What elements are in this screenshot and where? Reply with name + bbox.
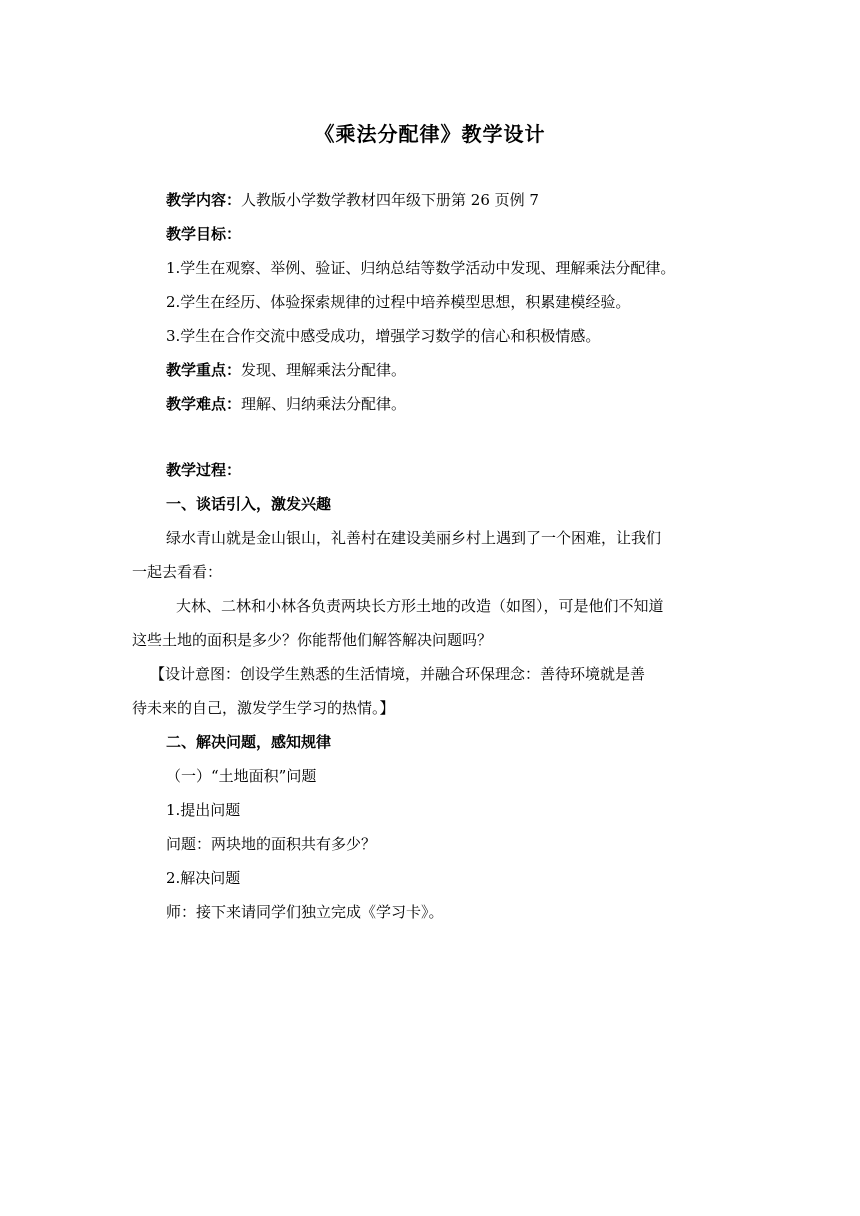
document-title: 《乘法分配律》教学设计 (314, 122, 546, 146)
paragraph-line: 一起去看看： (132, 563, 223, 581)
teaching-content (166, 190, 746, 210)
teaching-content-text: 人教版小学数学教材四年级下册第 26 页例 7 (241, 191, 539, 209)
paragraph-line: 绿水青山就是金山银山，礼善村在建设美丽乡村上遇到了一个困难，让我们 (166, 529, 662, 547)
paragraph-line: 大林、二林和小林各负责两块长方形土地的改造（如图），可是他们不知道 (176, 597, 664, 615)
teaching-difficulty (166, 394, 746, 414)
difficulty-text: 理解、归纳乘法分配律。 (241, 395, 407, 413)
difficulty-label: 教学难点： (166, 395, 242, 413)
subsection-heading: （一）“土地面积”问题 (166, 767, 317, 785)
paragraph-line: 这些土地的面积是多少？你能帮他们解答解决问题吗？ (132, 631, 493, 649)
question-text: 问题：两块地的面积共有多少？ (166, 835, 377, 853)
design-intent-line: 【设计意图：创设学生熟悉的生活情境，并融合环保理念：善待环境就是善 (150, 665, 646, 683)
step-heading: 1.提出问题 (166, 801, 241, 819)
goal-item: 1.学生在观察、举例、验证、归纳总结等数学活动中发现、理解乘法分配律。 (166, 259, 676, 277)
teacher-text: 师：接下来请同学们独立完成《学习卡》。 (166, 903, 444, 921)
teaching-process-label: 教学过程： (166, 461, 242, 479)
teaching-content-label: 教学内容： (166, 191, 242, 209)
step-heading: 2.解决问题 (166, 869, 241, 887)
teaching-key-point (166, 360, 746, 380)
section-heading: 二、解决问题，感知规律 (166, 733, 332, 751)
goal-item: 2.学生在经历、体验探索规律的过程中培养模型思想，积累建模经验。 (166, 293, 631, 311)
teaching-goals-label: 教学目标： (166, 225, 242, 243)
key-point-text: 发现、理解乘法分配律。 (241, 361, 407, 379)
section-heading: 一、谈话引入，激发兴趣 (166, 495, 332, 513)
goal-item: 3.学生在合作交流中感受成功，增强学习数学的信心和积极情感。 (166, 327, 601, 345)
design-intent-line: 待未来的自己，激发学生学习的热情。】 (132, 699, 395, 717)
key-point-label: 教学重点： (166, 361, 242, 379)
